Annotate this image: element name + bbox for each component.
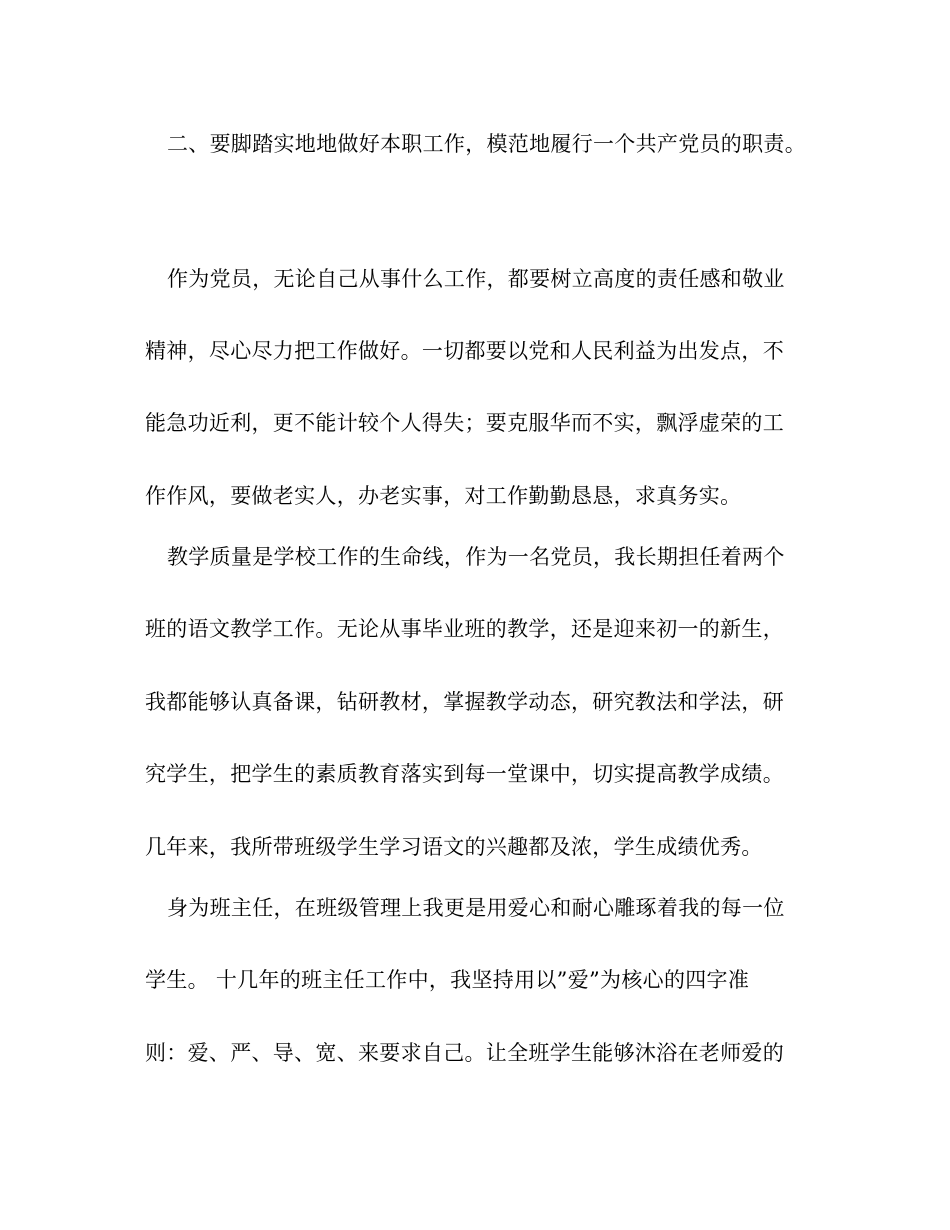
paragraph-2-line-3: 我都能够认真备课，钻研教材，掌握教学动态，研究教法和学法，研 (145, 690, 784, 714)
paragraph-1-line-2: 精神，尽心尽力把工作做好。一切都要以党和人民利益为出发点，不 (145, 339, 784, 363)
paragraph-2-line-1: 教学质量是学校工作的生命线，作为一名党员，我长期担任着两个 (167, 545, 785, 569)
paragraph-1-line-3: 能急功近利，更不能计较个人得失；要克服华而不实，飘浮虚荣的工 (145, 411, 784, 435)
paragraph-3-line-3: 则：爱、严、导、宽、来要求自己。让全班学生能够沐浴在老师爱的 (145, 1041, 784, 1065)
paragraph-2-line-4: 究学生，把学生的素质教育落实到每一堂课中，切实提高教学成绩。 (145, 762, 784, 786)
paragraph-3-line-2: 学生。 十几年的班主任工作中，我坚持用以”爱”为核心的四字准 (145, 968, 750, 992)
paragraph-2-line-5: 几年来，我所带班级学生学习语文的兴趣都及浓，学生成绩优秀。 (145, 835, 763, 859)
paragraph-1-line-1: 作为党员，无论自己从事什么工作，都要树立高度的责任感和敬业 (167, 267, 785, 291)
paragraph-2-line-2: 班的语文教学工作。无论从事毕业班的教学，还是迎来初一的新生， (145, 617, 784, 641)
section-heading: 二、要脚踏实地地做好本职工作，模范地履行一个共产党员的职责。 (167, 132, 806, 156)
paragraph-1-line-4: 作作风，要做老实人，办老实事，对工作勤勤恳恳，求真务实。 (145, 484, 742, 508)
paragraph-3-line-1: 身为班主任，在班级管理上我更是用爱心和耐心雕琢着我的每一位 (167, 896, 785, 920)
